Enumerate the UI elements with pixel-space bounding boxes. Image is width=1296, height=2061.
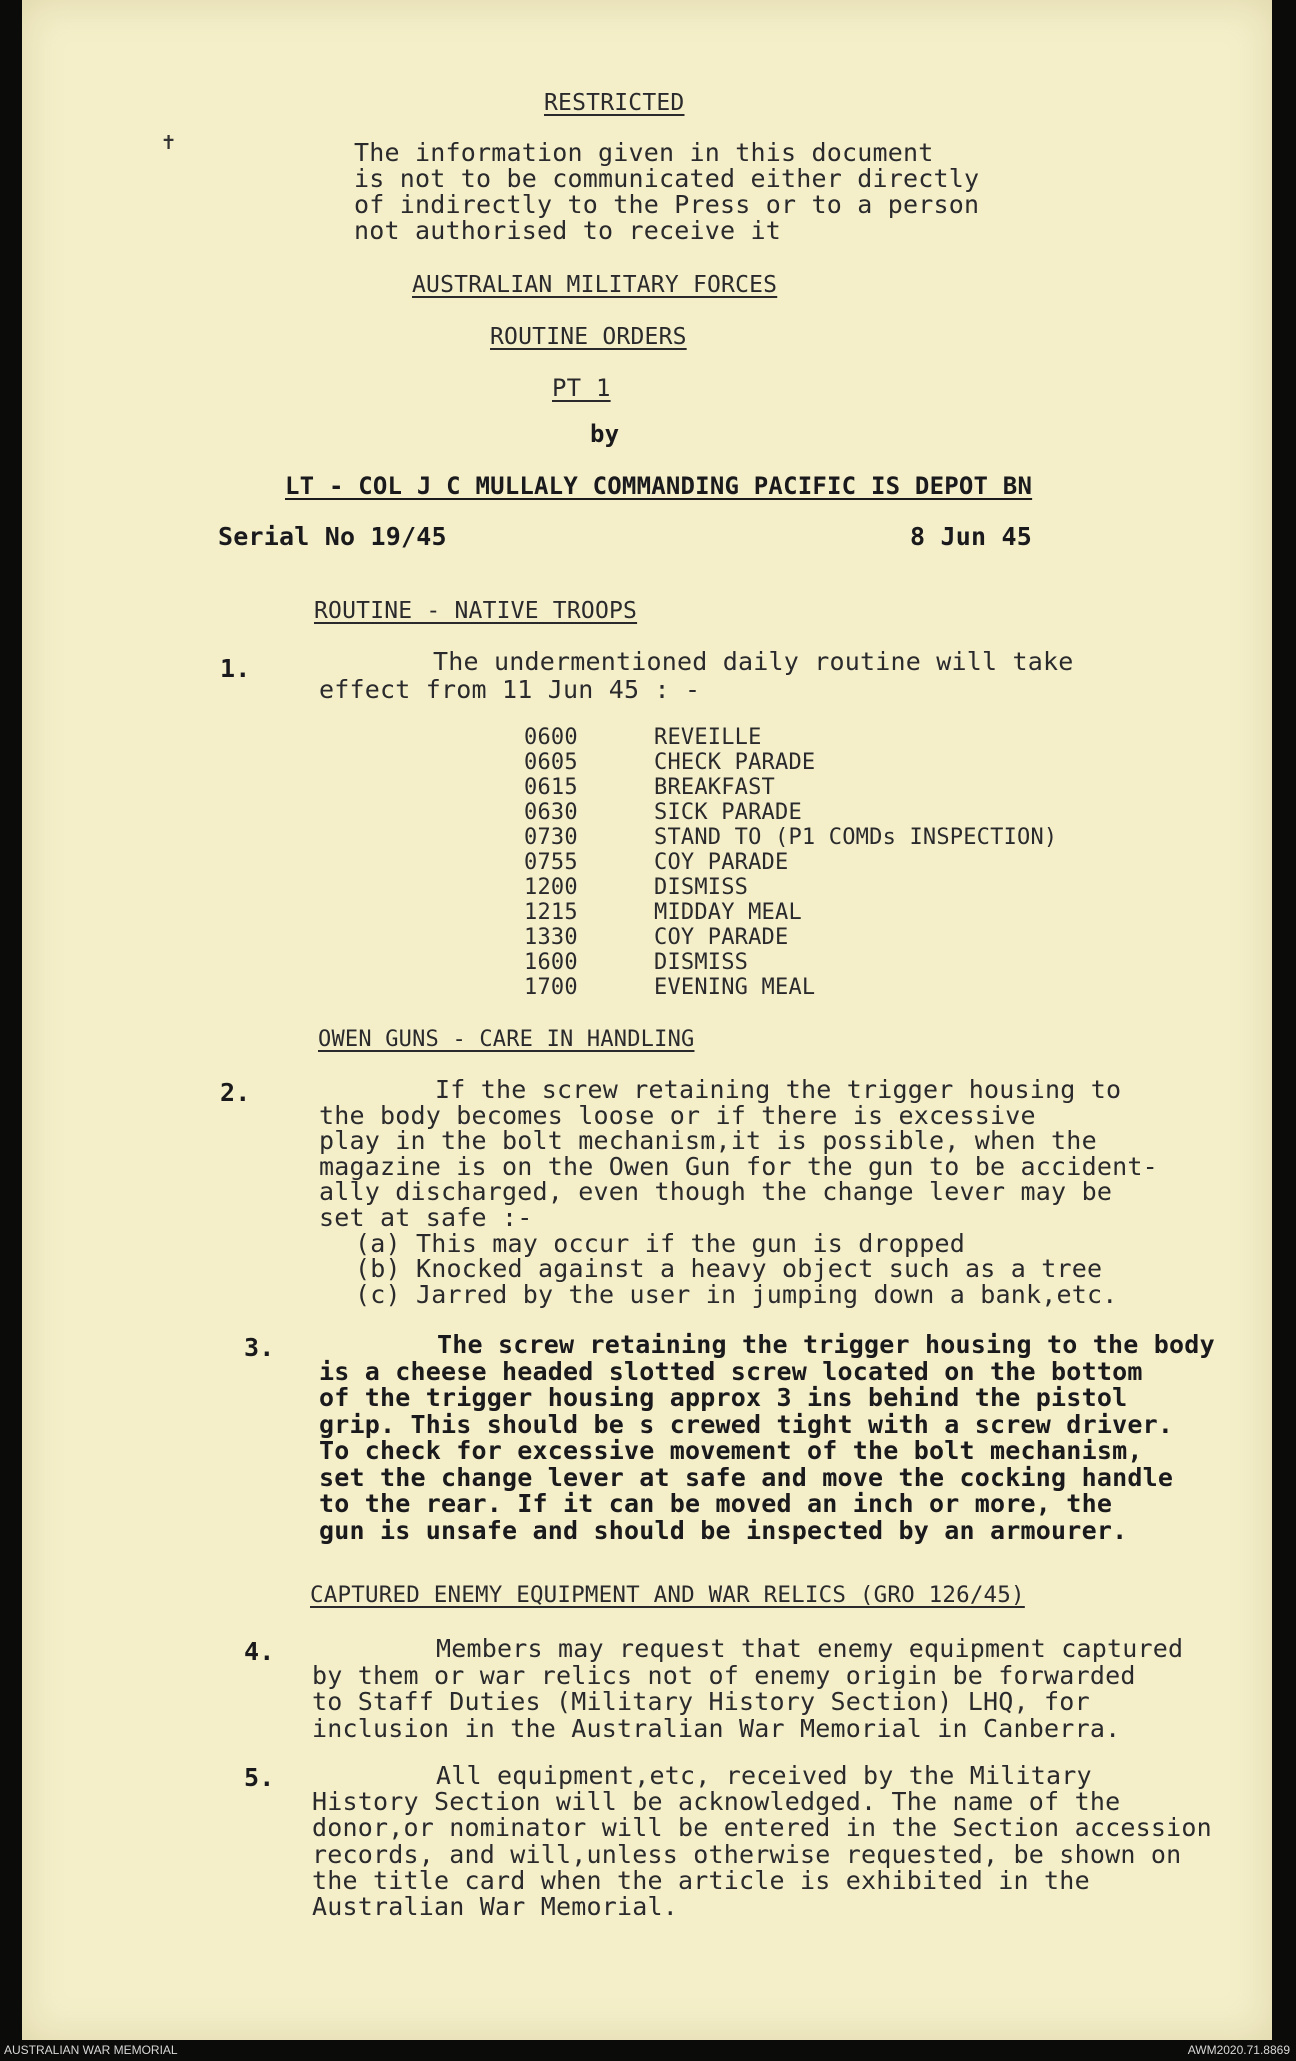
text-line: the body becomes loose or if there is excessive <box>319 1100 1036 1130</box>
schedule-event: REVEILLE <box>654 725 762 750</box>
para1-number: 1. <box>220 654 251 683</box>
schedule-event: STAND TO (P1 COMDs INSPECTION) <box>654 825 1058 850</box>
para3-text <box>319 1332 1215 1544</box>
text-line: The undermentioned daily routine will take <box>433 647 1074 676</box>
schedule-time: 1330 <box>524 925 578 950</box>
text-line: magazine is on the Owen Gun for the gun to be accident- <box>319 1151 1158 1181</box>
text-line: (a) This may occur if the gun is dropped <box>355 1228 966 1258</box>
schedule-time: 1600 <box>524 950 578 975</box>
text-line: (b) Knocked against a heavy object such as a tree <box>355 1254 1103 1284</box>
text-line: of indirectly to the Press or to a person <box>354 190 980 219</box>
pencil-mark-icon: ✝ <box>162 130 176 155</box>
text-line: by them or war relics not of enemy origin be forwarded <box>312 1660 1136 1690</box>
para4-number: 4. <box>244 1637 275 1666</box>
commander-line: LT - COL J C MULLALY COMMANDING PACIFIC IS DEPOT BN <box>285 472 1033 500</box>
schedule-time: 0615 <box>524 775 578 800</box>
confidentiality-notice <box>354 140 979 244</box>
text-line: to the rear. If it can be moved an inch or more, the <box>319 1489 1113 1518</box>
schedule-event: CHECK PARADE <box>654 750 816 775</box>
para5-number: 5. <box>244 1763 275 1792</box>
schedule-time: 0730 <box>524 825 578 850</box>
text-line: set the change lever at safe and move the cocking handle <box>319 1462 1174 1492</box>
text-line: Members may request that enemy equipment captured <box>436 1634 1184 1663</box>
text-line: to Staff Duties (Military History Section) LHQ, for <box>312 1687 1090 1716</box>
order-date: 8 Jun 45 <box>910 522 1033 551</box>
schedule-time: 1200 <box>524 875 578 900</box>
serial-number: Serial No 19/45 <box>218 522 447 551</box>
text-line: The information given in this document <box>354 138 934 167</box>
text-line: is a cheese headed slotted screw located on the bottom <box>319 1356 1143 1386</box>
schedule-time: 1215 <box>524 900 578 925</box>
part-label: PT 1 <box>552 374 611 402</box>
text-line: grip. This should be s crewed tight with a screw driver. <box>319 1409 1174 1439</box>
text-line: The screw retaining the trigger housing to the body <box>437 1330 1215 1359</box>
schedule-event: COY PARADE <box>654 925 789 950</box>
text-line: (c) Jarred by the user in jumping down a bank,etc. <box>355 1279 1118 1309</box>
schedule-time: 0600 <box>524 725 578 750</box>
text-line: inclusion in the Australian War Memorial in Canberra. <box>312 1713 1121 1743</box>
schedule-event: DISMISS <box>654 950 749 975</box>
text-line: not authorised to receive it <box>354 216 782 245</box>
text-line: All equipment,etc, received by the Military <box>436 1761 1092 1790</box>
text-line: donor,or nominator will be entered in the Section accession <box>312 1813 1212 1843</box>
text-line: records, and will,unless otherwise requested, be shown on <box>312 1839 1182 1869</box>
text-line: the title card when the article is exhibited in the <box>312 1865 1090 1895</box>
schedule-event: BREAKFAST <box>654 775 776 800</box>
captured-equipment-heading: CAPTURED ENEMY EQUIPMENT AND WAR RELICS (GRO 126/45) <box>310 1582 1025 1608</box>
schedule-event: MIDDAY MEAL <box>654 900 802 925</box>
text-line: To check for excessive movement of the bolt mechanism, <box>319 1436 1143 1465</box>
text-line: play in the bolt mechanism,it is possible, when the <box>319 1126 1097 1156</box>
schedule-event: COY PARADE <box>654 850 789 875</box>
routine-heading: ROUTINE - NATIVE TROOPS <box>314 598 638 624</box>
para2-text <box>319 1077 1158 1307</box>
document-page <box>22 0 1272 2040</box>
by-label: by <box>590 420 620 448</box>
forces-heading: AUSTRALIAN MILITARY FORCES <box>412 272 778 298</box>
schedule-time: 0630 <box>524 800 578 825</box>
text-line: gun is unsafe and should be inspected by an armourer. <box>319 1515 1128 1545</box>
para4-text <box>312 1636 1183 1742</box>
text-line: is not to be communicated either directly <box>354 164 980 193</box>
text-line: of the trigger housing approx 3 ins behind the pistol <box>319 1383 1128 1412</box>
routine-orders-heading: ROUTINE ORDERS <box>490 324 687 350</box>
owen-guns-heading: OWEN GUNS - CARE IN HANDLING <box>318 1027 695 1052</box>
text-line: ally discharged, even though the change lever may be <box>319 1177 1113 1207</box>
schedule-event: DISMISS <box>654 875 749 900</box>
archive-credit: AUSTRALIAN WAR MEMORIAL <box>4 2043 178 2057</box>
schedule-time: 0755 <box>524 850 578 875</box>
text-line: set at safe :- <box>319 1202 533 1232</box>
para2-number: 2. <box>220 1078 251 1107</box>
text-line: Australian War Memorial. <box>312 1892 679 1922</box>
schedule-event: EVENING MEAL <box>654 975 816 1000</box>
archive-reference: AWM2020.71.8869 <box>1187 2043 1290 2057</box>
text-line: effect from 11 Jun 45 : - <box>319 675 701 704</box>
schedule-time: 0605 <box>524 750 578 775</box>
restricted-label: RESTRICTED <box>544 90 685 116</box>
para1-text <box>319 648 1074 704</box>
schedule-event: SICK PARADE <box>654 800 802 825</box>
schedule-time: 1700 <box>524 975 578 1000</box>
para3-number: 3. <box>244 1333 275 1362</box>
text-line: History Section will be acknowledged. The name of the <box>312 1787 1121 1817</box>
text-line: If the screw retaining the trigger housing to <box>435 1075 1122 1104</box>
para5-text <box>312 1763 1212 1920</box>
